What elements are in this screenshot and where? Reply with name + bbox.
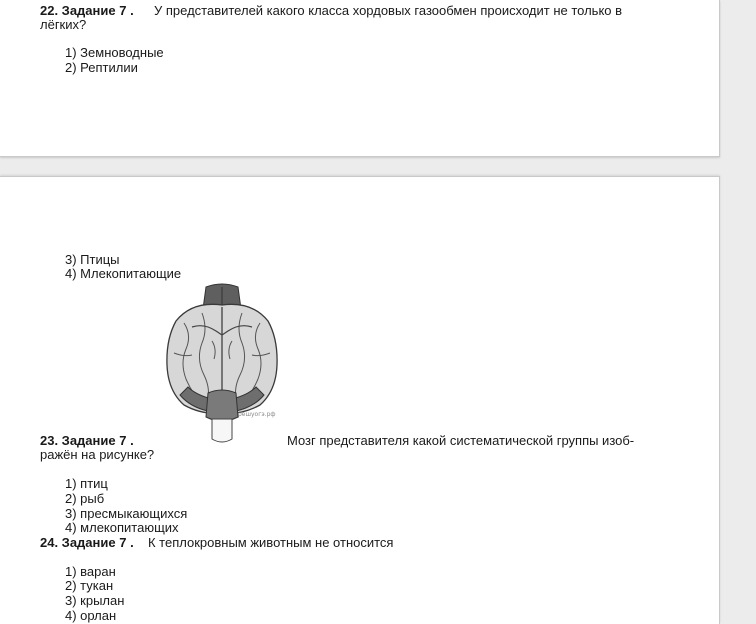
q22-text-line2: лёгких? (40, 17, 87, 32)
q24-option-4: 4) орлан (65, 608, 117, 623)
q23-text-line2: ражён на рисунке? (40, 447, 155, 462)
q23-heading: 23. Задание 7 . (40, 433, 134, 448)
q24-option-1: 1) варан (65, 564, 116, 579)
q22-option-3: 3) Птицы (65, 252, 120, 267)
q24-text: К теплокровным животным не относится (148, 535, 394, 550)
q22-option-1: 1) Земноводные (65, 45, 164, 60)
q24-option-3: 3) крылан (65, 593, 125, 608)
page-2 (0, 176, 720, 624)
q23-option-1: 1) птиц (65, 476, 108, 491)
brain-illustration (162, 283, 282, 445)
q23-option-3: 3) пресмыкающихся (65, 506, 188, 521)
q22-text-line1: У представителей какого класса хордовых газообмен происходит не только в (154, 3, 623, 18)
q22-heading: 22. Задание 7 . (40, 3, 134, 18)
q23-option-2: 2) рыб (65, 491, 105, 506)
page-1 (0, 0, 720, 157)
image-watermark: решуогэ.рф (238, 411, 276, 418)
q24-option-2: 2) тукан (65, 578, 114, 593)
q22-option-4: 4) Млекопитающие (65, 266, 182, 281)
q24-heading: 24. Задание 7 . (40, 535, 134, 550)
q23-option-4: 4) млекопитающих (65, 520, 179, 535)
q22-option-2: 2) Рептилии (65, 60, 138, 75)
q23-text-line1: Мозг представителя какой систематической группы изоб- (287, 433, 635, 448)
